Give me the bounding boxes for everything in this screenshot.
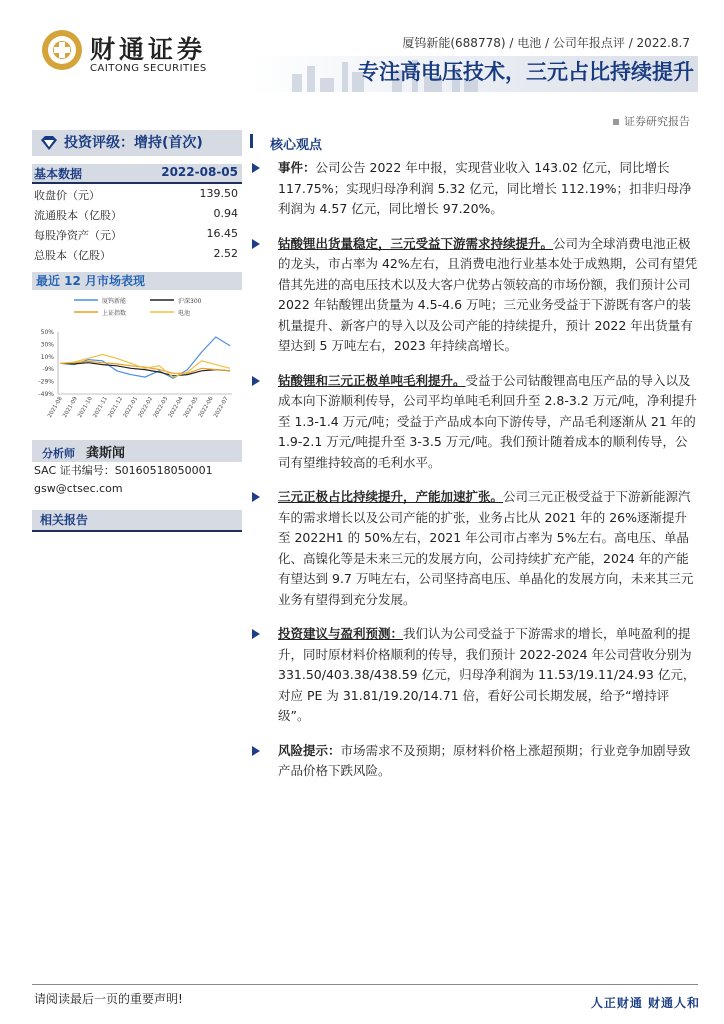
analyst-label: 分析师 bbox=[42, 447, 75, 460]
arrow-bullet-icon bbox=[252, 746, 260, 756]
data-key: 收盘价（元） bbox=[34, 189, 100, 202]
footer-note: 请阅读最后一页的重要声明! bbox=[34, 992, 183, 1006]
sidebar bbox=[32, 130, 242, 532]
legend-label: 厦钨新能 bbox=[102, 298, 127, 305]
footer-slogan: 人正财通 财通人和 bbox=[590, 996, 700, 1010]
arrow-bullet-icon bbox=[252, 376, 260, 386]
paragraph-lead: 投资建议与盈利预测： bbox=[278, 626, 404, 641]
data-value: 2.52 bbox=[213, 247, 238, 260]
paragraph-body: 公司为全球消费电池正极的龙头，市占率为 42%左右，且消费电池行业基本处于成熟期，公司有望凭借其先进的高电压技术以及大客户优势占领较高的市场份额，我们预计公司 2022 年钴酸锂出货量为 4.5-4.6 万吨；三元业务受益于下游既有客户的装机量提升、新客户的导入以及公司产能的持续提升，预计 2022 年出货量有望达到 5 万吨左右，2023 年持续高增长。 bbox=[278, 235, 698, 353]
x-tick-label: 2021-11 bbox=[92, 396, 110, 419]
x-tick-label: 2021-12 bbox=[107, 396, 125, 419]
report-title: 专注高电压技术，三元占比持续提升 bbox=[358, 60, 694, 84]
viewpoint-paragraph bbox=[250, 158, 698, 220]
brand-logo bbox=[40, 28, 240, 78]
diamond-icon bbox=[40, 136, 58, 150]
y-tick-label: -9% bbox=[42, 365, 54, 373]
series-line bbox=[60, 355, 230, 378]
data-key: 每股净资产（元） bbox=[34, 229, 122, 242]
paragraph-list bbox=[250, 158, 698, 782]
x-tick-label: 2021-09 bbox=[62, 396, 79, 419]
x-tick-label: 2022-07 bbox=[213, 396, 230, 419]
rating-text: 投资评级：增持(首次) bbox=[64, 135, 203, 151]
x-tick-label: 2022-03 bbox=[152, 396, 170, 419]
legend-label: 上证指数 bbox=[102, 310, 127, 317]
paragraph-lead: 钴酸锂出货量稳定，三元受益下游需求持续提升。 bbox=[278, 235, 554, 251]
analyst-email[interactable]: gsw@ctsec.com bbox=[34, 482, 123, 495]
brand-name-en: CAITONG SECURITIES bbox=[90, 63, 207, 74]
series-line bbox=[60, 337, 230, 378]
paragraph-lead: 三元正极占比持续提升，产能加速扩张。 bbox=[278, 489, 504, 504]
viewpoint-paragraph bbox=[250, 624, 698, 727]
market-chart bbox=[32, 290, 242, 430]
report-meta: 厦钨新能(688778) / 电池 / 公司年报点评 / 2022.8.7 bbox=[402, 36, 690, 50]
brand-name-cn: 财通证券 bbox=[90, 35, 207, 64]
related-reports-header: 相关报告 bbox=[32, 510, 242, 532]
tagline-text: 证券研究报告 bbox=[624, 115, 690, 128]
section-bar bbox=[250, 134, 253, 148]
data-row bbox=[32, 244, 242, 264]
data-value: 16.45 bbox=[206, 227, 238, 240]
paragraph-body: 公司公告 2022 年中报，实现营业收入 143.02 亿元，同比增长 117.75%；实现归母净利润 5.32 亿元，同比增长 112.19%；扣非归母净利润为 4.57 亿元，同比增长 97.20%。 bbox=[278, 160, 692, 216]
analyst-name: 龚斯闻 bbox=[86, 446, 126, 461]
square-bullet-icon bbox=[613, 119, 619, 125]
arrow-bullet-icon bbox=[252, 492, 260, 502]
rating-box bbox=[32, 130, 242, 156]
x-tick-label: 2022-02 bbox=[137, 396, 155, 419]
footer-divider bbox=[32, 984, 698, 985]
data-row bbox=[32, 184, 242, 204]
series-line bbox=[60, 363, 230, 376]
arrow-bullet-icon bbox=[252, 163, 260, 173]
viewpoint-paragraph bbox=[250, 741, 698, 782]
data-row bbox=[32, 204, 242, 224]
x-tick-label: 2022-06 bbox=[197, 396, 215, 419]
paragraph-body: 我们认为公司受益于下游需求的增长，单吨盈利的提升，同时原材料价格顺利的传导，我们预计 2022-2024 年公司营收分别为 331.50/403.38/438.59 亿元，归母净利润为 11.53/19.11/24.93 亿元，对应 PE 为 31.81/19.20/14.71 倍，看好公司长期发展，给予“增持评级”。 bbox=[278, 626, 696, 723]
viewpoint-paragraph bbox=[250, 234, 698, 357]
y-tick-label: 10% bbox=[40, 354, 54, 362]
caitong-logo-icon bbox=[40, 28, 84, 72]
arrow-bullet-icon bbox=[252, 629, 260, 639]
data-key: 总股本（亿股） bbox=[34, 249, 111, 262]
viewpoint-paragraph bbox=[250, 487, 698, 610]
legend-label: 电池 bbox=[178, 310, 191, 317]
core-views-title: 核心观点 bbox=[270, 138, 323, 153]
paragraph-body: 公司三元正极受益于下游新能源汽车的需求增长以及公司产能的扩张，业务占比从 2021 年的 26%逐渐提升至 2022H1 的 50%左右，2021 年公司市占率为 5%左右。高电压、单晶化、高镍化等是未来三元的发展方向，公司持续扩充产能，2024 年的产能有望达到 9.7 万吨左右，公司坚持高电压、单晶化的发展方向，未来其三元业务有望得到充分发展。 bbox=[278, 489, 694, 607]
core-views-header bbox=[250, 130, 698, 154]
arrow-bullet-icon bbox=[252, 239, 260, 249]
basic-data-label: 基本数据 bbox=[34, 167, 83, 181]
x-tick-label: 2021-10 bbox=[77, 396, 94, 419]
x-tick-label: 2021-08 bbox=[47, 396, 64, 419]
paragraph-lead: 风险提示： bbox=[278, 742, 341, 758]
report-tagline bbox=[613, 113, 690, 129]
data-value: 0.94 bbox=[213, 207, 238, 220]
x-tick-label: 2022-01 bbox=[122, 396, 140, 419]
x-tick-label: 2022-05 bbox=[182, 396, 200, 419]
chart-title: 最近 12 月市场表现 bbox=[32, 272, 242, 290]
y-tick-label: -29% bbox=[38, 378, 54, 386]
viewpoint-paragraph bbox=[250, 371, 698, 474]
data-value: 139.50 bbox=[199, 187, 238, 200]
market-chart-svg bbox=[32, 290, 242, 430]
paragraph-body: 市场需求不及预期；原材料价格上涨超预期；行业竞争加剧导致产品价格下跌风险。 bbox=[278, 742, 691, 778]
analyst-box bbox=[32, 440, 242, 462]
paragraph-lead: 钴酸锂和三元正极单吨毛利提升。 bbox=[278, 372, 466, 388]
paragraph-body: 受益于公司钴酸锂高电压产品的导入以及成本向下游顺利传导，公司平均单吨毛利回升至 2.8-3.2 万元/吨，净利提升至 1.3-1.4 万元/吨；受益于产品成本向下游传导，产品毛利逐渐从 21 年的 1.9-2.1 万元/吨提升至 3-3.5 万元/吨。我们预计随着成本的顺利传导，公司有望维持较高的毛利水平。 bbox=[278, 372, 697, 470]
data-row bbox=[32, 224, 242, 244]
legend-label: 沪深300 bbox=[178, 298, 202, 305]
x-tick-label: 2022-04 bbox=[167, 396, 185, 419]
main-content bbox=[250, 130, 698, 782]
data-key: 流通股本（亿股） bbox=[34, 209, 122, 222]
paragraph-lead: 事件： bbox=[278, 160, 316, 175]
y-tick-label: 30% bbox=[40, 341, 54, 349]
analyst-sac: SAC 证书编号：S0160518050001 bbox=[34, 464, 213, 477]
y-tick-label: -49% bbox=[38, 391, 54, 398]
basic-data-date: 2022-08-05 bbox=[161, 165, 238, 179]
basic-data-header bbox=[32, 164, 242, 184]
y-tick-label: 50% bbox=[40, 329, 54, 336]
